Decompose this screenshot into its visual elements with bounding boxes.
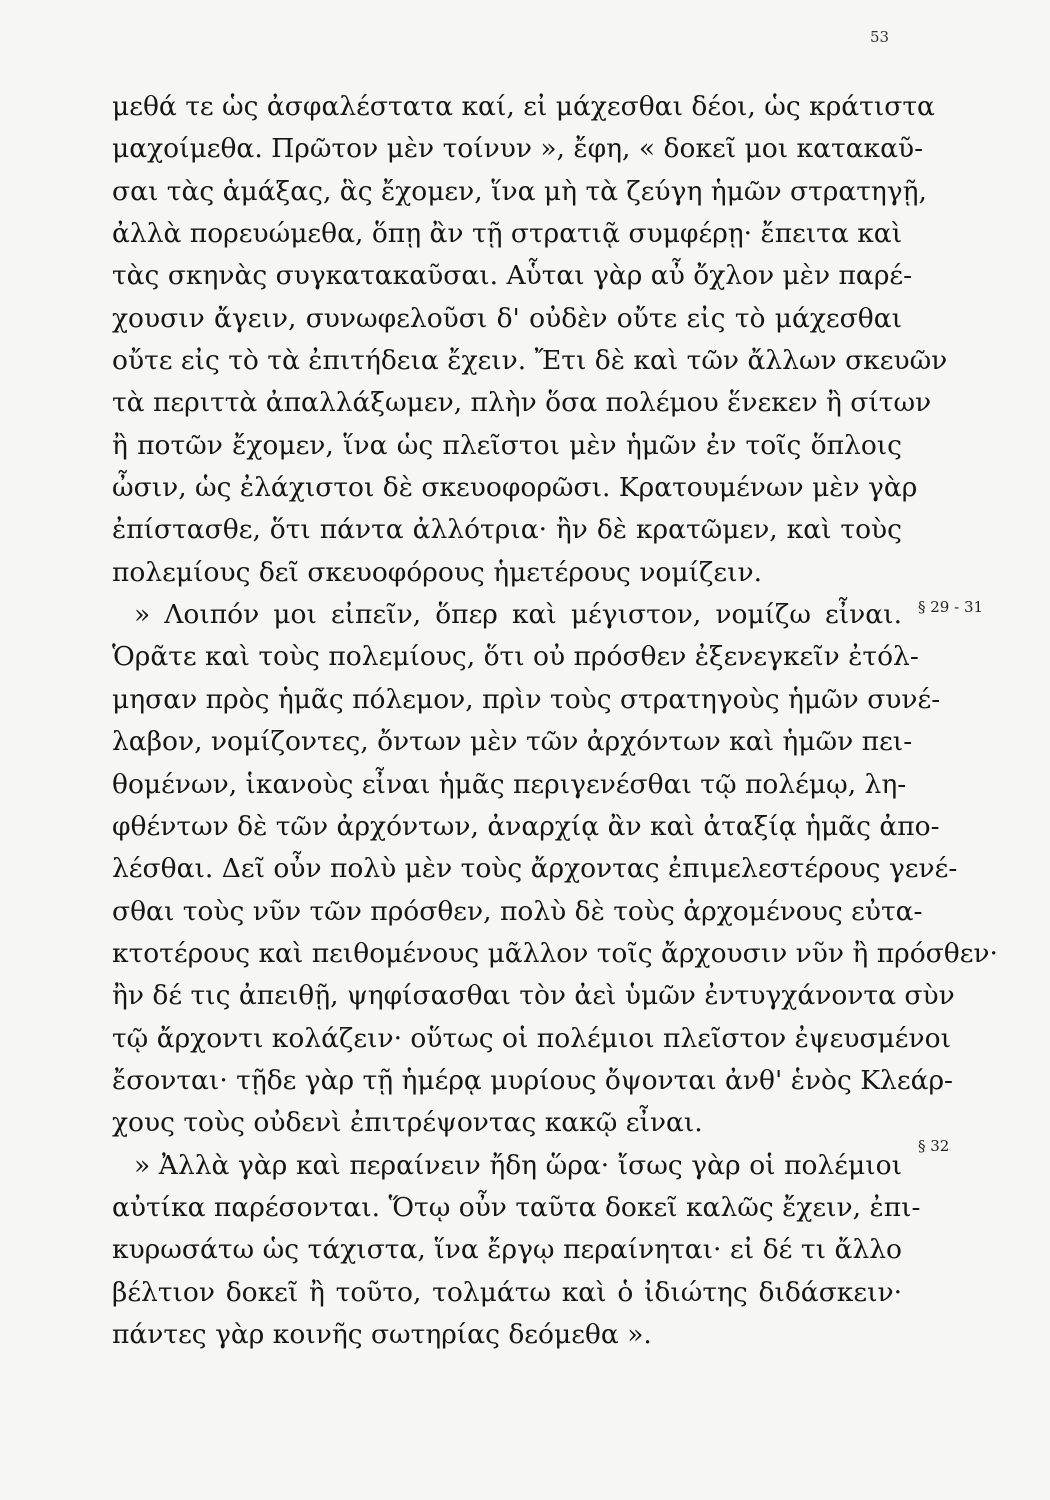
text-line: χους τοὺς οὐδενὶ ἐπιτρέψοντας κακῷ εἶναι.	[112, 1107, 703, 1139]
margin-reference: § 29 - 31	[918, 598, 984, 616]
text-line: τὰ περιττὰ ἀπαλλάξωμεν, πλὴν ὅσα πολέμου ἕνεκεν ἢ σίτων	[112, 387, 932, 419]
text-line: ἔσονται· τῇδε γὰρ τῇ ἡμέρᾳ μυρίους ὄψονται ἀνθ' ἑνὸς Κλεάρ-	[112, 1064, 953, 1096]
text-line: μαχοίμεθα. Πρῶτον μὲν τοίνυν », ἔφη, « δοκεῖ μοι κατακαῦ-	[112, 133, 924, 165]
margin-reference: § 32	[918, 1137, 950, 1155]
text-line: Ὁρᾶτε καὶ τοὺς πολεμίους, ὅτι οὐ πρόσθεν ἐξενεγκεῖν ἐτόλ-	[112, 641, 919, 673]
text-line: θομένων, ἱκανοὺς εἶναι ἡμᾶς περιγενέσθαι τῷ πολέμῳ, λη-	[112, 768, 907, 800]
text-line: ὦσιν, ὡς ἐλάχιστοι δὲ σκευοφορῶσι. Κρατουμένων μὲν γὰρ	[112, 472, 918, 504]
text-line: κυρωσάτω ὡς τάχιστα, ἵνα ἔργῳ περαίνηται· εἰ δέ τι ἄλλο	[112, 1234, 902, 1266]
text-line: βέλτιον δοκεῖ ἢ τοῦτο, τολμάτω καὶ ὁ ἰδιώτης διδάσκειν·	[112, 1276, 902, 1308]
text-line: λέσθαι. Δεῖ οὖν πολὺ μὲν τοὺς ἄρχοντας ἐπιμελεστέρους γενέ-	[112, 853, 958, 885]
text-line: λαβον, νομίζοντες, ὄντων μὲν τῶν ἀρχόντων καὶ ἡμῶν πει-	[112, 726, 913, 758]
page-number: 53	[870, 28, 890, 46]
text-line: φθέντων δὲ τῶν ἀρχόντων, ἀναρχίᾳ ἂν καὶ ἀταξίᾳ ἡμᾶς ἀπο-	[112, 810, 940, 842]
text-line: ἢ ποτῶν ἔχομεν, ἵνα ὡς πλεῖστοι μὲν ἡμῶν ἐν τοῖς ὅπλοις	[112, 429, 902, 461]
text-line: σαι τὰς ἁμάξας, ἃς ἔχομεν, ἵνα μὴ τὰ ζεύγη ἡμῶν στρατηγῇ,	[112, 175, 927, 207]
text-line: » Ἀλλὰ γὰρ καὶ περαίνειν ἤδη ὥρα· ἴσως γὰρ οἱ πολέμιοι	[134, 1149, 902, 1181]
text-line: » Λοιπόν μοι εἰπεῖν, ὅπερ καὶ μέγιστον, νομίζω εἶναι.	[134, 599, 902, 631]
text-line: πάντες γὰρ κοινῆς σωτηρίας δεόμεθα ».	[112, 1318, 652, 1350]
text-line: μησαν πρὸς ἡμᾶς πόλεμον, πρὶν τοὺς στρατηγοὺς ἡμῶν συνέ-	[112, 683, 941, 715]
text-line: πολεμίους δεῖ σκευοφόρους ἡμετέρους νομίζειν.	[112, 556, 763, 588]
text-line: κτοτέρους καὶ πειθομένους μᾶλλον τοῖς ἄρχουσιν νῦν ἢ πρόσθεν·	[112, 937, 998, 969]
text-line: χουσιν ἄγειν, συνωφελοῦσι δ' οὐδὲν οὔτε εἰς τὸ μάχεσθαι	[112, 302, 902, 334]
text-line: τῷ ἄρχοντι κολάζειν· οὕτως οἱ πολέμιοι πλεῖστον ἐψευσμένοι	[112, 1022, 951, 1054]
text-line: μεθά τε ὡς ἀσφαλέστατα καί, εἰ μάχεσθαι δέοι, ὡς κράτιστα	[112, 91, 935, 122]
text-line: οὔτε εἰς τὸ τὰ ἐπιτήδεια ἔχειν. Ἔτι δὲ καὶ τῶν ἄλλων σκευῶν	[112, 345, 948, 377]
text-line: ἢν δέ τις ἀπειθῇ, ψηφίσασθαι τὸν ἀεὶ ὑμῶν ἐντυγχάνοντα σὺν	[112, 980, 955, 1012]
text-line: σθαι τοὺς νῦν τῶν πρόσθεν, πολὺ δὲ τοὺς ἀρχομένους εὐτα-	[112, 895, 923, 927]
text-line: αὐτίκα παρέσονται. Ὅτῳ οὖν ταῦτα δοκεῖ καλῶς ἔχειν, ἐπι-	[112, 1191, 921, 1223]
text-line: ἀλλὰ πορευώμεθα, ὅπῃ ἂν τῇ στρατιᾷ συμφέρῃ· ἔπειτα καὶ	[112, 218, 903, 250]
text-line: ἐπίστασθε, ὅτι πάντα ἀλλότρια· ἢν δὲ κρατῶμεν, καὶ τοὺς	[112, 514, 902, 546]
text-line: τὰς σκηνὰς συγκατακαῦσαι. Αὗται γὰρ αὖ ὄχλον μὲν παρέ-	[112, 260, 913, 292]
